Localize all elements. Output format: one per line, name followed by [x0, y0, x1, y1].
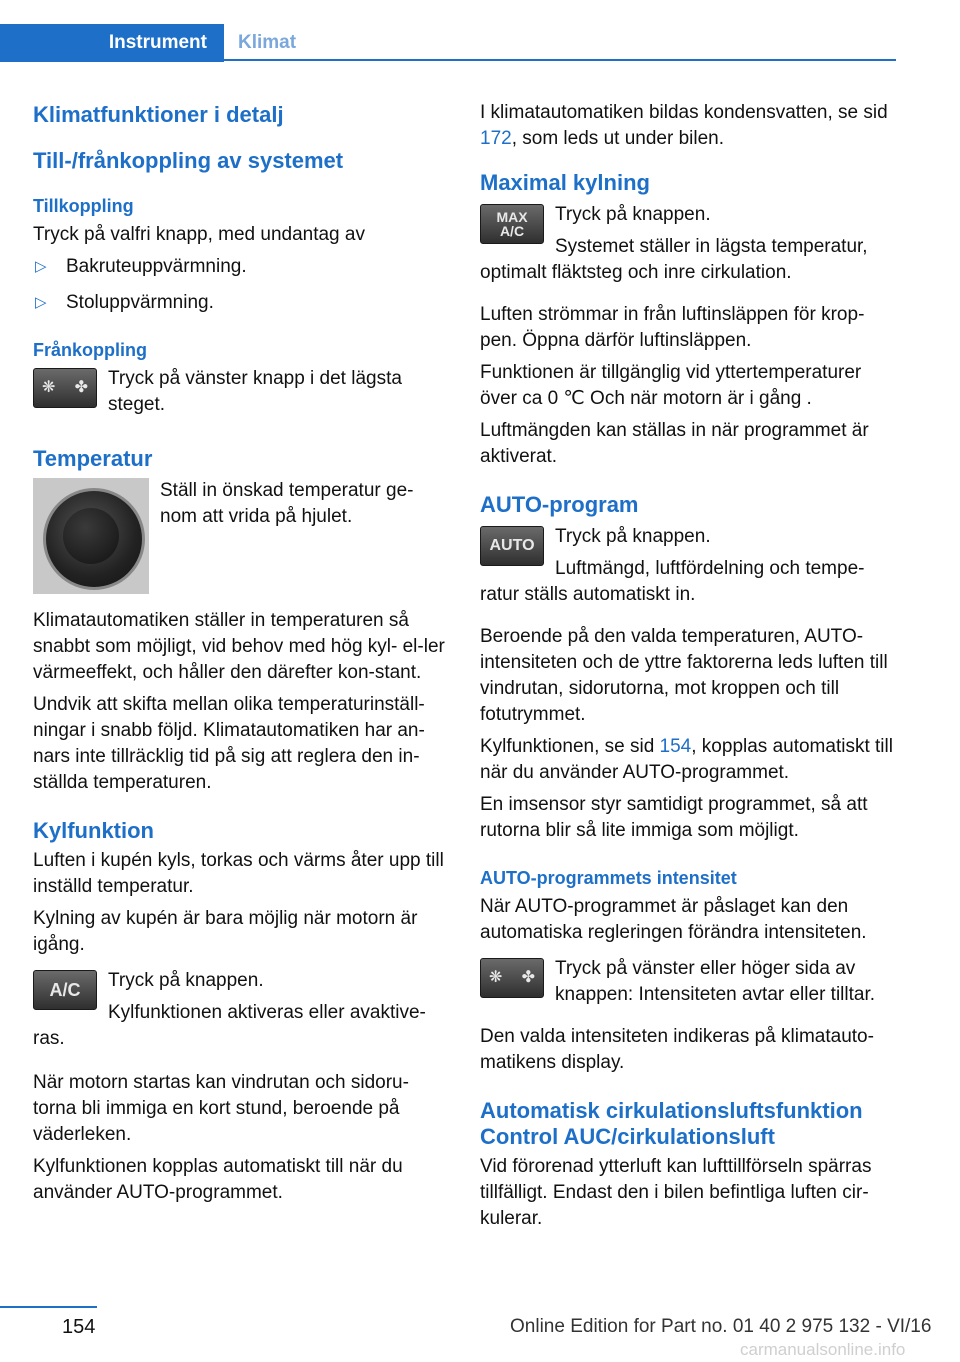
- tab-instrument[interactable]: Instrument: [0, 24, 224, 62]
- paragraph: En imsensor styr samtidigt programmet, så att rutorna blir så lite immiga som möjligt.: [480, 794, 868, 841]
- paragraph: I klimatautomatiken bildas kondensvatten, se sid 172, som leds ut under bilen.: [480, 102, 888, 149]
- watermark: carmanualsonline.info: [740, 1340, 906, 1359]
- subheading-tillkoppling: Tillkoppling: [33, 196, 134, 216]
- fan-large-icon: ✤: [521, 969, 535, 986]
- paragraph: När AUTO-programmet är påslaget kan den automatiska regleringen förändra intensiteten.: [480, 896, 867, 943]
- paragraph: Systemet ställer in lägsta temperatur, optimalt fläktsteg och inre cirkulation.: [480, 236, 868, 283]
- triangle-bullet-icon: ▷: [35, 294, 47, 311]
- paragraph: Tryck på knappen.: [555, 204, 711, 225]
- section-heading-kylfunktion: Kylfunktion: [33, 818, 154, 843]
- paragraph: Funktionen är tillgänglig vid yttertemperaturer över ca 0 ℃ Och när motorn är i gång .: [480, 362, 862, 409]
- bullet-list: [33, 254, 449, 316]
- paragraph: När motorn startas kan vindrutan och sidoru-torna bli immiga en kort stund, beroende på väderleken.: [33, 1072, 409, 1145]
- paragraph: Kylfunktionen aktiveras eller avaktive-ras.: [33, 1002, 426, 1049]
- fan-button-image: [33, 368, 97, 408]
- page-title: Klimatfunktioner i detalj: [33, 102, 284, 127]
- section-heading-temperatur: Temperatur: [33, 446, 153, 471]
- paragraph: Kylfunktionen kopplas automatiskt till när du använder AUTO-programmet.: [33, 1156, 403, 1203]
- list-item: ▷ Stoluppvärmning.: [33, 290, 449, 316]
- header-bar: [0, 24, 896, 62]
- paragraph: Tryck på vänster eller höger sida av knappen: Intensiteten avtar eller tilltar.: [555, 958, 876, 1005]
- paragraph: Tryck på knappen.: [555, 526, 711, 547]
- list-item: ▷ Bakruteuppvärmning.: [33, 254, 449, 280]
- subheading-frankoppling: Frånkoppling: [33, 340, 147, 360]
- paragraph: Luften strömmar in från luftinsläppen för krop-pen. Öppna därför luftinsläppen.: [480, 304, 865, 351]
- section-heading-auc: Automatisk cirkulationsluftsfunktion Control AUC/cirkulationsluft: [480, 1098, 863, 1149]
- paragraph: Tryck på valfri knapp, med undantag av: [33, 224, 365, 245]
- paragraph: Luften i kupén kyls, torkas och värms åter upp till inställd temperatur.: [33, 850, 444, 897]
- paragraph: Kylning av kupén är bara möjlig när motorn är igång.: [33, 908, 418, 955]
- page-link-154[interactable]: 154: [659, 736, 692, 757]
- fan-small-icon: ❋: [489, 969, 503, 986]
- section-heading-auto: AUTO-program: [480, 492, 639, 517]
- paragraph: Klimatautomatiken ställer in temperaturen så snabbt som möjligt, vid behov med hög kyl- el-ler värmeeffekt, och håller den därefter kon-stant.: [33, 610, 445, 683]
- paragraph: Tryck på vänster knapp i det lägsta steget.: [108, 368, 402, 415]
- right-column: [480, 100, 896, 1238]
- triangle-bullet-icon: ▷: [35, 258, 47, 275]
- fan-button-image: [480, 958, 544, 998]
- subheading-intensitet: AUTO-programmets intensitet: [480, 868, 737, 888]
- ac-button-image: A/C: [33, 970, 97, 1010]
- footer-rule: [0, 1306, 97, 1308]
- paragraph: Vid förorenad ytterluft kan lufttillförseln spärras tillfälligt. Endast den i bilen befintliga luften cir-kulerar.: [480, 1156, 872, 1229]
- temperature-knob-image: [33, 478, 149, 594]
- left-column: [33, 100, 449, 1212]
- fan-small-icon: ❋: [42, 379, 56, 396]
- paragraph: Tryck på knappen.: [108, 970, 264, 991]
- section-heading-max: Maximal kylning: [480, 170, 650, 195]
- paragraph: Kylfunktionen, se sid 154, kopplas automatiskt till när du använder AUTO-programmet.: [480, 736, 893, 783]
- paragraph: Den valda intensiteten indikeras på klimatauto-matikens display.: [480, 1026, 874, 1073]
- page-link-172[interactable]: 172: [480, 128, 512, 149]
- max-ac-button-image: MAX A/C: [480, 204, 544, 244]
- section-heading-onoff: Till-/frånkoppling av systemet: [33, 148, 344, 173]
- fan-large-icon: ✤: [74, 379, 88, 396]
- header-rule: [224, 59, 896, 61]
- page-number: 154: [62, 1316, 96, 1338]
- paragraph: Beroende på den valda temperaturen, AUTO-intensiteten och de yttre faktorerna leds luften till vindrutan, sidorutorna, mot kroppen och till fotutrymmet.: [480, 626, 888, 725]
- paragraph: Undvik att skifta mellan olika temperaturinställ-ningar i snabb följd. Klimatautomatiken har an-nars inte tillräcklig tid på sig att reglera den in-ställda temperaturen.: [33, 694, 425, 793]
- edition-text: Online Edition for Part no. 01 40 2 975 132 - VI/16: [510, 1316, 932, 1337]
- paragraph: Ställ in önskad temperatur ge-nom att vrida på hjulet.: [160, 480, 414, 527]
- auto-button-image: AUTO: [480, 526, 544, 566]
- tab-klimat[interactable]: Klimat: [238, 32, 297, 53]
- paragraph: Luftmängden kan ställas in när programmet är aktiverat.: [480, 420, 869, 467]
- paragraph: Luftmängd, luftfördelning och tempe-ratur ställs automatiskt in.: [480, 558, 865, 605]
